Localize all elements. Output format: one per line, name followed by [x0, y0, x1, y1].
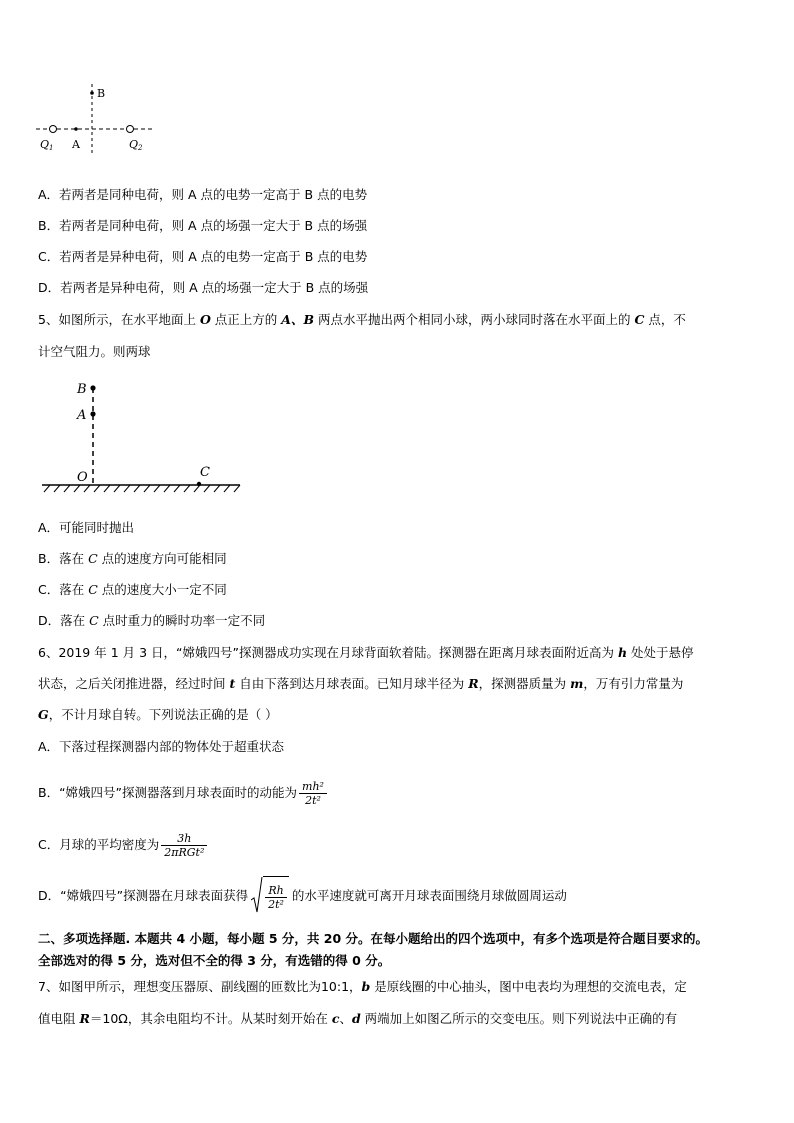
q5-stem-line1: 5、如图所示，在水平地面上 O 点正上方的 A、B 两点水平抛出两个相同小球，两小球同时落在水平面上的 C 点，不 [38, 312, 686, 327]
q7-stem-line2: 值电阻 R＝10Ω，其余电阻均不计。从某时刻开始在 c、d 两端加上如图乙所示的交变电压。则下列说法中正确的有 [38, 1011, 678, 1026]
label-a: A [72, 138, 80, 151]
figure-projectile [38, 378, 244, 500]
q6-option-a: A．下落过程探测器内部的物体处于超重状态 [38, 739, 285, 754]
point-a [90, 411, 95, 416]
q5-option-a: A．可能同时抛出 [38, 520, 135, 535]
q6-option-b: B．“嫦娥四号”探测器落到月球表面时的动能为 $\frac{\text{mh²}}{\text{2t²}}$ [38, 776, 329, 810]
q5-option-c: C．落在 C 点的速度大小一定不同 [38, 582, 227, 597]
q5-option-d: D．落在 C 点时重力的瞬时功率一定不同 [38, 613, 266, 628]
point-b [90, 91, 94, 95]
figure-charges [36, 84, 160, 156]
q7-stem-line1: 7、如图甲所示，理想变压器原、副线圈的匝数比为10:1，b 是原线圈的中心抽头，图中电表均为理想的交流电表，定 [38, 979, 687, 994]
point-b [90, 385, 95, 390]
q4-option-b: B．若两者是同种电荷，则 A 点的场强一定大于 B 点的场强 [38, 218, 368, 233]
label-c: C [200, 465, 210, 480]
q5-option-b: B．落在 C 点的速度方向可能相同 [38, 551, 227, 566]
charge-q2 [127, 126, 134, 133]
q4-option-c: C．若两者是异种电荷，则 A 点的电势一定高于 B 点的电势 [38, 249, 368, 264]
q4-option-d: D．若两者是异种电荷，则 A 点的场强一定大于 B 点的场强 [38, 280, 369, 295]
q6-stem-line3: G，不计月球自转。下列说法正确的是（ ） [38, 707, 278, 722]
point-a [74, 127, 78, 131]
ground-hatching [44, 485, 240, 492]
fraction-kinetic-energy: $\frac{\text{mh²}}{\text{2t²}}$ [299, 780, 327, 807]
label-b: B [77, 382, 87, 397]
radical-sign [251, 876, 263, 914]
section2-heading-line1: 二、多项选择题. 本题共 4 小题，每小题 5 分，共 20 分。在每小题给出的四个选项中，有多个选项是符合题目要求的。 [38, 931, 709, 946]
label-q2: Q2 [129, 138, 143, 152]
label-b: B [97, 87, 106, 100]
q6-option-c: C．月球的平均密度为 $\frac{3h}{\text{2πRGt²}}$ [38, 828, 209, 862]
q6-stem-line2: 状态，之后关闭推进器，经过时间 t 自由下落到达月球表面。已知月球半径为 R，探测器质量为 m，万有引力常量为 [38, 676, 684, 691]
section2-heading-line2: 全部选对的得 5 分，选对但不全的得 3 分，有选错的得 0 分。 [38, 953, 391, 968]
q6-option-d: D．“嫦娥四号”探测器在月球表面获得 $\frac{Rh}{\text{2t²}}$ 的水平速度就可离开月球表面围绕月球做圆周运动 [38, 876, 567, 917]
q4-option-a: A．若两者是同种电荷，则 A 点的电势一定高于 B 点的电势 [38, 187, 368, 202]
label-o: O [77, 470, 88, 485]
label-a: A [77, 408, 87, 423]
q5-stem-line2: 计空气阻力。则两球 [38, 344, 151, 359]
q6-stem-line1: 6、2019 年 1 月 3 日，“嫦娥四号”探测器成功实现在月球背面软着陆。探测器在距离月球表面附近高为 h 处处于悬停 [38, 645, 694, 660]
sqrt-velocity: $\frac{Rh}{\text{2t²}}$ [251, 876, 289, 917]
charge-q1 [50, 126, 57, 133]
fraction-density: $\frac{3h}{\text{2πRGt²}}$ [161, 832, 207, 859]
label-q1: Q1 [40, 138, 54, 152]
